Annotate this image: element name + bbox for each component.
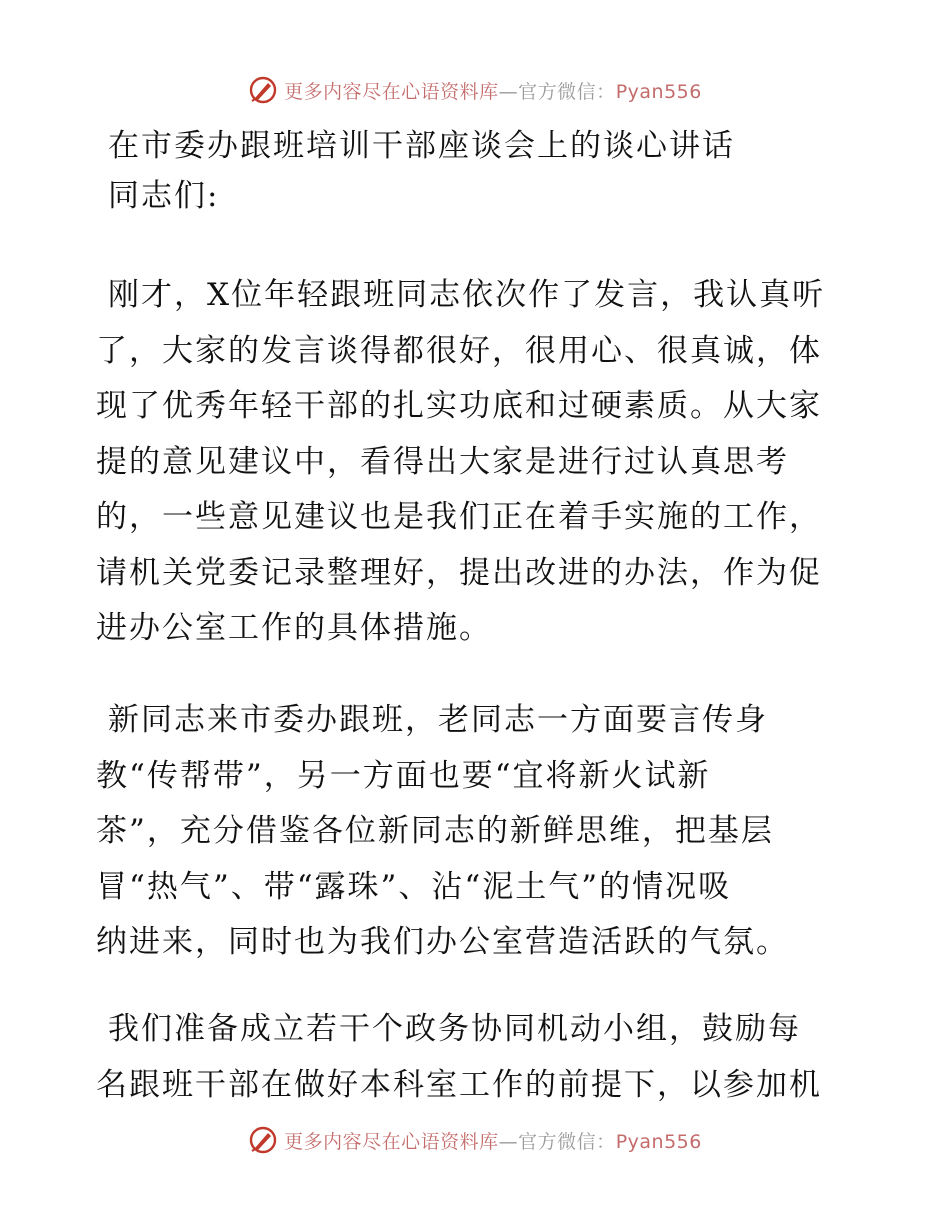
feather-logo-icon — [248, 75, 278, 105]
paragraph-3 — [96, 1002, 856, 1113]
watermark-brand: 更多内容尽在心语资料库 — [284, 1130, 499, 1153]
paragraph-line: 请机关党委记录整理好，提出改进的办法，作为促 — [96, 554, 822, 591]
salutation: 同志们: — [108, 178, 220, 214]
watermark-wechat-id: Pyan556 — [615, 80, 702, 103]
watermark-separator: — — [498, 80, 519, 103]
watermark-footer — [0, 1122, 950, 1158]
paragraph-line: 纳进来，同时也为我们办公室营造活跃的气氛。 — [96, 924, 789, 960]
watermark-brand: 更多内容尽在心语资料库 — [284, 80, 499, 103]
paragraph-line: 新同志来市委办跟班，老同志一方面要言传身 — [108, 702, 768, 738]
document-title: 在市委办跟班培训干部座谈会上的谈心讲话 — [108, 128, 735, 164]
watermark-header — [0, 72, 950, 108]
watermark-text — [284, 1127, 702, 1154]
paragraph-1 — [96, 268, 856, 657]
paragraph-line: 提的意见建议中，看得出大家是进行过认真思考 — [96, 443, 789, 480]
paragraph-line: 了，大家的发言谈得都很好，很用心、很真诚，体 — [96, 332, 822, 369]
watermark-official-label: 官方微信： — [518, 1130, 616, 1153]
watermark-separator: — — [498, 1130, 519, 1153]
paragraph-line: 教“传帮带”，另一方面也要“宜将新火试新 — [96, 757, 711, 794]
paragraph-line: 的，一些意见建议也是我们正在着手实施的工作， — [96, 499, 822, 535]
paragraph-line: 进办公室工作的具体措施。 — [96, 610, 492, 646]
paragraph-line: 我们准备成立若干个政务协同机动小组，鼓励每 — [108, 1011, 801, 1047]
watermark-official-label: 官方微信： — [518, 80, 616, 103]
watermark-text — [284, 77, 702, 104]
paragraph-2 — [96, 693, 856, 971]
paragraph-line: 冒“热气”、带“露珠”、沾“泥土气”的情况吸 — [96, 868, 732, 905]
paragraph-line: 现了优秀年轻干部的扎实功底和过硬素质。从大家 — [96, 388, 822, 424]
feather-logo-icon — [248, 1125, 278, 1155]
paragraph-line: 茶”，充分借鉴各位新同志的新鲜思维，把基层 — [96, 813, 774, 849]
watermark-wechat-id: Pyan556 — [615, 1130, 702, 1153]
paragraph-line: 刚才，X位年轻跟班同志依次作了发言，我认真听 — [108, 277, 826, 313]
paragraph-line: 名跟班干部在做好本科室工作的前提下，以参加机 — [96, 1066, 822, 1103]
